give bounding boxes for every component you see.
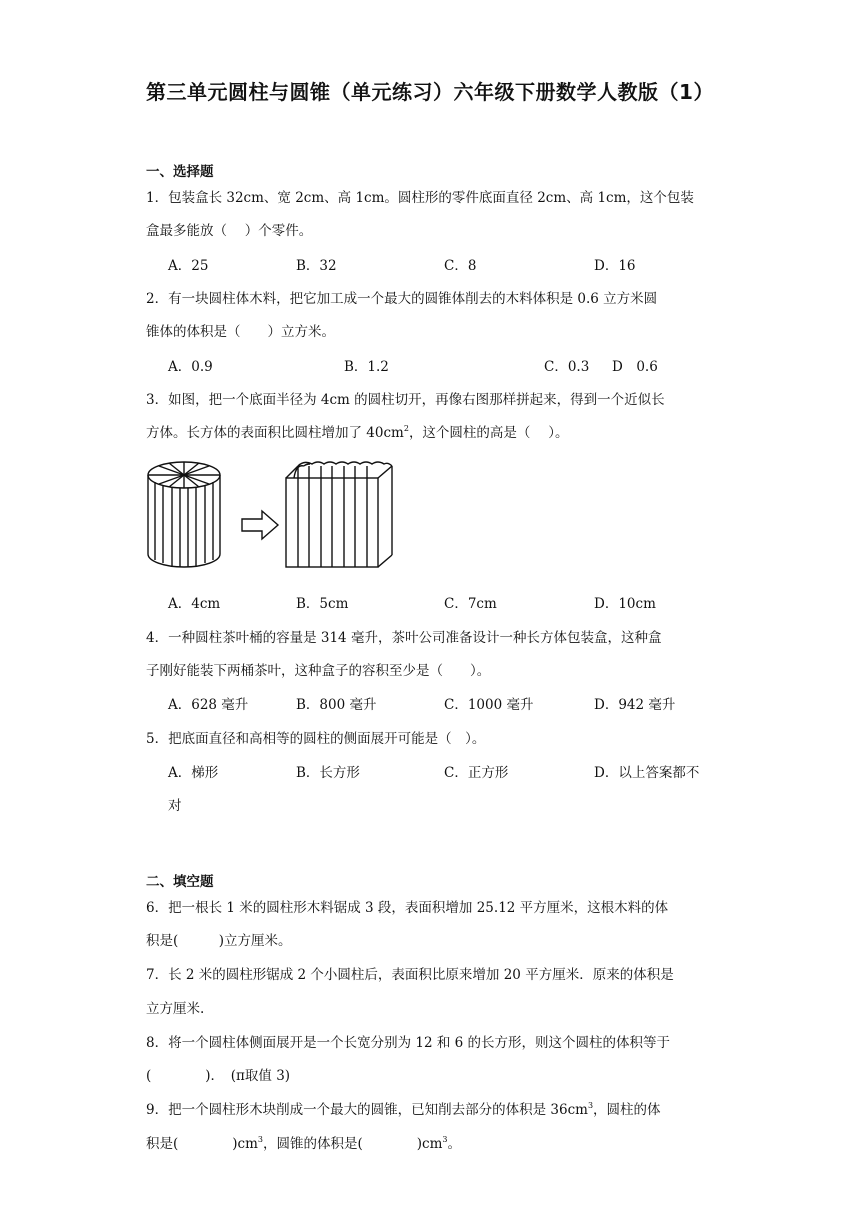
question-7-line-2: 立方厘米.	[146, 1001, 205, 1017]
right-arrow-icon	[242, 511, 278, 539]
question-3-option-b: B．5cm	[296, 596, 349, 612]
question-4-option-d: D．942 毫升	[594, 697, 676, 713]
question-1-option-b: B．32	[296, 258, 337, 274]
question-2-option-d: D 0.6	[612, 359, 658, 375]
question-2-line-1: 2．有一块圆柱体木料，把它加工成一个最大的圆锥体削去的木料体积是 0.6 立方米圆	[146, 291, 658, 307]
question-1-line-2: 盒最多能放（ ）个零件。	[146, 223, 313, 239]
question-3-option-a: A．4cm	[168, 596, 221, 612]
question-4-option-b: B．800 毫升	[296, 697, 377, 713]
question-2-option-b: B．1.2	[344, 359, 389, 375]
question-5-option-d-continued: 对	[168, 798, 182, 814]
question-3-option-d: D．10cm	[594, 596, 656, 612]
question-6-line-1: 6．把一根长 1 米的圆柱形木料锯成 3 段，表面积增加 25.12 平方厘米，这根木料的体	[146, 900, 669, 916]
question-5-line-1: 5．把底面直径和高相等的圆柱的侧面展开可能是（ ）。	[146, 731, 486, 747]
question-4-line-2: 子刚好能装下两桶茶叶，这种盒子的容积至少是（ ）。	[146, 663, 491, 679]
question-4-option-a: A．628 毫升	[168, 697, 249, 713]
cylinder-to-cuboid-figure	[146, 458, 396, 574]
question-4-option-c: C．1000 毫升	[444, 697, 534, 713]
question-9-line-2: 积是( )$cm^3$，圆锥的体积是( )$cm^3$。	[146, 1135, 461, 1152]
question-3-option-c: C．7cm	[444, 596, 497, 612]
question-2-option-c: C．0.3	[544, 359, 590, 375]
question-4-line-1: 4．一种圆柱茶叶桶的容量是 314 毫升，茶叶公司准备设计一种长方体包装盒，这种盒	[146, 630, 662, 646]
question-1-line-1: 1．包装盒长 32cm、宽 2cm、高 1cm。圆柱形的零件底面直径 2cm、高 1cm，这个包装	[146, 190, 694, 206]
question-2-line-2: 锥体的体积是（ ）立方米。	[146, 324, 335, 340]
question-5-option-c: C．正方形	[444, 765, 509, 781]
question-8-line-1: 8．将一个圆柱体侧面展开是一个长宽分别为 12 和 6 的长方形，则这个圆柱的体积等于	[146, 1035, 671, 1051]
question-5-option-a: A．梯形	[168, 765, 219, 781]
page-title: 第三单元圆柱与圆锥（单元练习）六年级下册数学人教版（1）	[146, 80, 714, 104]
question-5-option-b: B．长方形	[296, 765, 360, 781]
question-1-option-d: D．16	[594, 258, 636, 274]
question-7-line-1: 7．长 2 米的圆柱形锯成 2 个小圆柱后，表面积比原来增加 20 平方厘米．原来的体积是	[146, 967, 674, 983]
question-1-option-a: A．25	[168, 258, 209, 274]
question-2-option-a: A．0.9	[168, 359, 213, 375]
question-3-line-2: 方体。长方体的表面积比圆柱增加了 $40cm^2$，这个圆柱的高是（ ）。	[146, 424, 569, 441]
question-8-line-2: ( )． (π取值 3)	[146, 1068, 291, 1084]
question-5-option-d: D．以上答案都不	[594, 765, 700, 781]
question-6-line-2: 积是( )立方厘米。	[146, 933, 292, 949]
question-9-line-1: 9．把一个圆柱形木块削成一个最大的圆锥，已知削去部分的体积是 $36cm^3$，圆柱的体	[146, 1101, 661, 1118]
section-heading-choice: 一、选择题	[146, 164, 214, 180]
question-1-option-c: C．8	[444, 258, 477, 274]
section-heading-fill: 二、填空题	[146, 874, 214, 890]
question-3-line-1: 3．如图，把一个底面半径为 4cm 的圆柱切开，再像右图那样拼起来，得到一个近似长	[146, 392, 665, 408]
